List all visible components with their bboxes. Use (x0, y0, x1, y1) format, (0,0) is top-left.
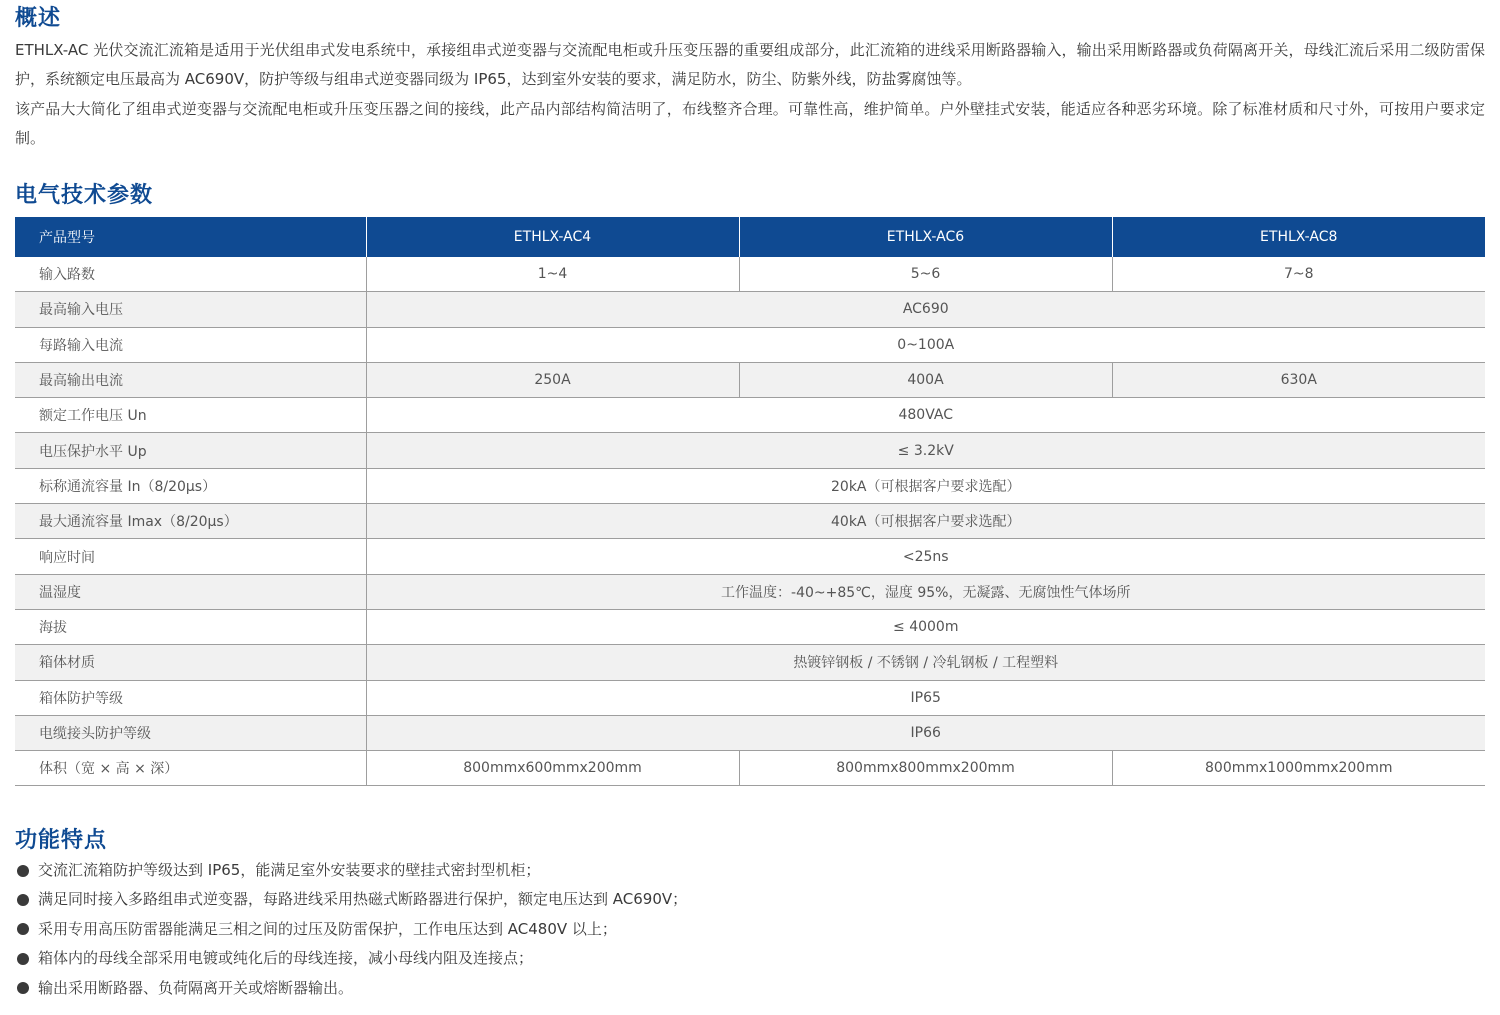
bullet-icon (17, 894, 29, 906)
spec-row-label: 最高输入电压 (15, 292, 366, 327)
spec-cell: IP65 (366, 680, 1485, 715)
spec-row (15, 609, 1485, 644)
spec-cell: 800mmx1000mmx200mm (1112, 751, 1485, 786)
spec-row (15, 327, 1485, 362)
spec-row (15, 751, 1485, 786)
spec-row-label: 体积（宽 × 高 × 深） (15, 751, 366, 786)
spec-header-model: ETHLX-AC6 (739, 217, 1112, 257)
spec-row-label: 箱体防护等级 (15, 680, 366, 715)
spec-cell: 800mmx800mmx200mm (739, 751, 1112, 786)
spec-row-label: 海拔 (15, 609, 366, 644)
feature-item (15, 885, 687, 914)
bullet-icon (17, 923, 29, 935)
feature-item (15, 915, 687, 944)
spec-row-label: 额定工作电压 Un (15, 398, 366, 433)
spec-cell: 480VAC (366, 398, 1485, 433)
feature-text: 箱体内的母线全部采用电镀或纯化后的母线连接，减小母线内阻及连接点； (38, 949, 534, 968)
spec-cell: 800mmx600mmx200mm (366, 751, 739, 786)
spec-row (15, 680, 1485, 715)
spec-cell: 40kA（可根据客户要求选配） (366, 504, 1485, 539)
spec-row-label: 温湿度 (15, 574, 366, 609)
spec-row-label: 最高输出电流 (15, 362, 366, 397)
spec-row (15, 362, 1485, 397)
spec-row (15, 539, 1485, 574)
spec-cell: 250A (366, 362, 739, 397)
feature-text: 满足同时接入多路组串式逆变器，每路进线采用热磁式断路器进行保护，额定电压达到 AC690V； (38, 890, 688, 909)
spec-cell: 400A (739, 362, 1112, 397)
spec-cell: 0~100A (366, 327, 1485, 362)
spec-cell: <25ns (366, 539, 1485, 574)
spec-row-label: 标称通流容量 In（8/20μs） (15, 468, 366, 503)
spec-cell: 热镀锌钢板 / 不锈钢 / 冷轧钢板 / 工程塑料 (366, 645, 1485, 680)
features-list (15, 856, 687, 1003)
bullet-icon (17, 865, 29, 877)
spec-cell: 5~6 (739, 257, 1112, 292)
spec-row-label: 响应时间 (15, 539, 366, 574)
spec-row-label: 最大通流容量 Imax（8/20μs） (15, 504, 366, 539)
spec-row (15, 645, 1485, 680)
bullet-icon (17, 953, 29, 965)
feature-item (15, 944, 687, 973)
spec-row (15, 257, 1485, 292)
spec-cell: 1~4 (366, 257, 739, 292)
spec-cell: ≤ 3.2kV (366, 433, 1485, 468)
spec-row-label: 箱体材质 (15, 645, 366, 680)
spec-cell: ≤ 4000m (366, 609, 1485, 644)
spec-header-model: ETHLX-AC8 (1112, 217, 1485, 257)
spec-row-label: 电缆接头防护等级 (15, 715, 366, 750)
spec-cell: 工作温度：-40~+85℃，湿度 95%，无凝露、无腐蚀性气体场所 (366, 574, 1485, 609)
spec-cell: 20kA（可根据客户要求选配） (366, 468, 1485, 503)
spec-header-label: 产品型号 (15, 217, 366, 257)
spec-row (15, 398, 1485, 433)
spec-cell: IP66 (366, 715, 1485, 750)
feature-item (15, 974, 687, 1003)
spec-title: 电气技术参数 (15, 183, 154, 208)
spec-row (15, 504, 1485, 539)
spec-row-label: 每路输入电流 (15, 327, 366, 362)
feature-text: 采用专用高压防雷器能满足三相之间的过压及防雷保护，工作电压达到 AC480V 以上； (38, 919, 617, 938)
spec-cell: AC690 (366, 292, 1485, 327)
overview-paragraph: 该产品大大简化了组串式逆变器与交流配电柜或升压变压器之间的接线，此产品内部结构简洁明了，布线整齐合理。可靠性高，维护简单。户外壁挂式安装，能适应各种恶劣环境。除了标准材质和尺寸外，可按用户要求定制。 (15, 99, 1485, 147)
feature-text: 输出采用断路器、负荷隔离开关或熔断器输出。 (38, 978, 354, 997)
features-title: 功能特点 (15, 828, 108, 853)
spec-row (15, 433, 1485, 468)
spec-cell: 630A (1112, 362, 1485, 397)
spec-table (15, 217, 1485, 786)
spec-row (15, 292, 1485, 327)
spec-row (15, 715, 1485, 750)
overview-title: 概述 (15, 6, 62, 31)
spec-header-model: ETHLX-AC4 (366, 217, 739, 257)
spec-row-label: 电压保护水平 Up (15, 433, 366, 468)
overview-body (15, 36, 1485, 153)
feature-item (15, 856, 687, 885)
spec-header-row (15, 217, 1485, 257)
spec-row (15, 468, 1485, 503)
spec-cell: 7~8 (1112, 257, 1485, 292)
bullet-icon (17, 982, 29, 994)
overview-paragraph: ETHLX-AC 光伏交流汇流箱是适用于光伏组串式发电系统中，承接组串式逆变器与交流配电柜或升压变压器的重要组成部分，此汇流箱的进线采用断路器输入，输出采用断路器或负荷隔离开关，母线汇流后采用二级防雷保护，系统额定电压最高为 AC690V，防护等级与组串式逆变器同级为 IP65，达到室外安装的要求，满足防水，防尘、防紫外线，防盐雾腐蚀等。 (15, 41, 1485, 89)
spec-row-label: 输入路数 (15, 257, 366, 292)
feature-text: 交流汇流箱防护等级达到 IP65，能满足室外安装要求的壁挂式密封型机柜； (38, 861, 541, 879)
spec-row (15, 574, 1485, 609)
